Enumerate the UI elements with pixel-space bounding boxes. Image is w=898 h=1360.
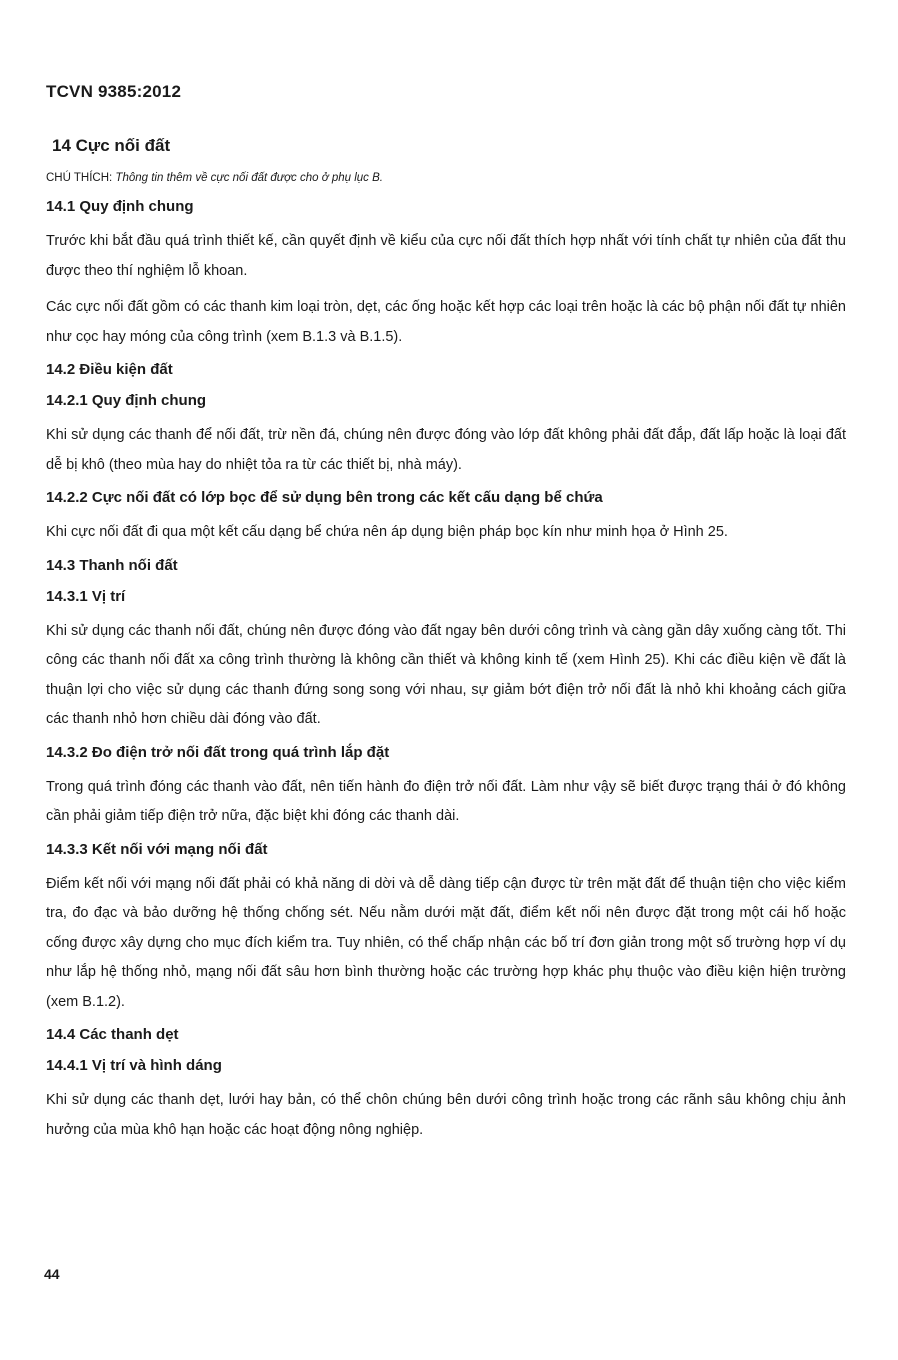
- heading-14-3-2: 14.3.2 Đo điện trở nối đất trong quá trình lắp đặt: [46, 743, 390, 761]
- paragraph-14-4-1: Khi sử dụng các thanh dẹt, lưới hay bản, có thể chôn chúng bên dưới công trình hoặc trong các rãnh sâu không chịu ảnh hưởng của mùa khô hạn hoặc các hoạt động nông nghiệp.: [46, 1092, 846, 1138]
- standard-code-header: TCVN 9385:2012: [46, 82, 182, 101]
- heading-14-3: 14.3 Thanh nối đất: [46, 556, 178, 574]
- note-text: Thông tin thêm về cực nối đất được cho ở phụ lục B.: [112, 172, 383, 184]
- heading-14-4: 14.4 Các thanh dẹt: [46, 1026, 179, 1043]
- note-label: CHÚ THÍCH:: [46, 172, 113, 184]
- paragraph-14-1-a: Trước khi bắt đầu quá trình thiết kế, cần quyết định về kiểu của cực nối đất thích hợp nhất với tính chất tự nhiên của đất thu được theo thí nghiệm lỗ khoan.: [46, 233, 846, 279]
- heading-14-2-1: 14.2.1 Quy định chung: [46, 392, 207, 409]
- heading-14-3-3: 14.3.3 Kết nối với mạng nối đất: [46, 840, 268, 858]
- paragraph-14-3-2: Trong quá trình đóng các thanh vào đất, nên tiến hành đo điện trở nối đất. Làm như vậy sẽ biết được trạng thái ở đó không cần phải giảm tiếp điện trở nữa, đặc biệt khi đóng các thanh dài.: [46, 778, 846, 824]
- heading-14-2-2: 14.2.2 Cực nối đất có lớp bọc để sử dụng bên trong các kết cấu dạng bể chứa: [46, 489, 603, 506]
- heading-14-3-1: 14.3.1 Vị trí: [46, 587, 126, 605]
- paragraph-14-2-2: Khi cực nối đất đi qua một kết cấu dạng bể chứa nên áp dụng biện pháp bọc kín như minh họa ở Hình 25.: [46, 524, 728, 540]
- paragraph-14-2-1: Khi sử dụng các thanh để nối đất, trừ nền đá, chúng nên được đóng vào lớp đất không phải đất đắp, đất lấp hoặc là loại đất dễ bị khô (theo mùa hay do nhiệt tỏa ra từ các thiết bị, nhà máy).: [46, 427, 846, 473]
- paragraph-14-3-3: Điểm kết nối với mạng nối đất phải có khả năng di dời và dễ dàng tiếp cận được từ trên mặt đất để thuận tiện cho việc kiểm tra, đo đạc và bảo dưỡng hệ thống chống sét. Nếu nằm dưới mặt đất, điểm kết nối nên được đặt trong một cái hố hoặc cống được xây dựng cho mục đích kiểm tra. Tuy nhiên, có thể chấp nhận các bố trí đơn giản trong một số trường hợp ví dụ như lắp hệ thống nhỏ, mạng nối đất sâu hơn bình thường hoặc các trường hợp khác phụ thuộc vào điều kiện hiện trường (xem B.1.2).: [46, 875, 846, 1010]
- heading-14-1: 14.1 Quy định chung: [46, 198, 194, 215]
- heading-14-2: 14.2 Điều kiện đất: [46, 361, 173, 378]
- paragraph-14-1-b: Các cực nối đất gồm có các thanh kim loại tròn, dẹt, các ống hoặc kết hợp các loại trên hoặc là các bộ phận nối đất tự nhiên như cọc hay móng của công trình (xem B.1.3 và B.1.5).: [46, 299, 846, 345]
- section-note: [46, 170, 846, 186]
- paragraph-14-3-1: Khi sử dụng các thanh nối đất, chúng nên được đóng vào đất ngay bên dưới công trình và càng gần dây xuống càng tốt. Thi công các thanh nối đất xa công trình thường là không cần thiết và không kinh tế (xem Hình 25). Khi các điều kiện về đất là thuận lợi cho việc sử dụng các thanh đứng song song với nhau, sự giảm bớt điện trở nối đất là nhỏ khi khoảng cách giữa các thanh nhỏ hơn chiều dài đóng vào đất.: [46, 622, 846, 727]
- page-content: [46, 132, 846, 1152]
- section-title: 14 Cực nối đất: [52, 136, 171, 155]
- heading-14-4-1: 14.4.1 Vị trí và hình dáng: [46, 1057, 222, 1074]
- page-number: 44: [44, 1266, 60, 1282]
